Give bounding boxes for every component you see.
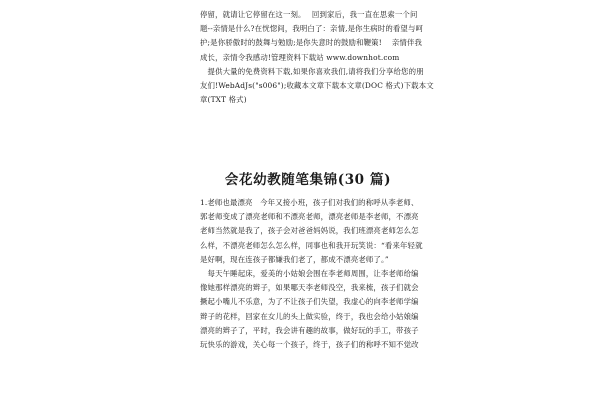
text-line: 么样，不漂亮老师怎么怎么样，同事也和我开玩笑说：“看来年轻就 xyxy=(200,240,423,250)
text-line: 友们!WebAdJs("s006");收藏本文章下载本文章(DOC 格式)下载本文 xyxy=(200,80,434,90)
text-line: 老师当然就是我了，孩子会对爸爸妈妈说，我们班漂亮老师怎么怎 xyxy=(200,226,419,236)
article-title: 会花幼教随笔集锦(30 篇) xyxy=(224,172,392,188)
text-line: 护;是你骄傲时的鼓舞与勉励;是你失意时的鼓励和鞭策! 亲情伴我 xyxy=(200,38,423,48)
text-line: 玩快乐的游戏，关心每一个孩子，终于，孩子们的称呼不知不觉改 xyxy=(200,339,419,349)
text-line: 成长，亲情令我感动!管理资料下载站 www.downhot.com xyxy=(200,52,400,62)
text-line: 辫子的花样，回家在女儿的头上做实验，终于，我也会给小姑娘编 xyxy=(200,311,419,321)
text-line: 郭老师变成了漂亮老师和不漂亮老师，漂亮老师是李老师，不漂亮 xyxy=(200,212,419,222)
text-line: 撅起小嘴儿不乐意，为了不让孩子们失望，我虚心的向李老师学编 xyxy=(200,297,419,307)
text-line: 是好啊，现在连孩子都嫌我们老了，都成不漂亮老师了。” xyxy=(200,254,389,264)
text-line: 提供大量的免费资料下载,如果你喜欢我们,请将我们分享给您的朋 xyxy=(200,66,424,76)
article-body xyxy=(200,196,423,352)
text-line: 像她那样漂亮的辫子，如果哪天李老师没空，我来梳，孩子们就会 xyxy=(200,283,419,293)
text-line: 章(TXT 格式) xyxy=(200,95,247,105)
text-line: 题--亲情是什么?在恍惚间，我明白了：亲情,是你生病时的看望与呵 xyxy=(200,24,424,34)
previous-article-text xyxy=(200,8,434,107)
text-line: 1.老师也最漂亮 今年又接小班，孩子们对我们的称呼从李老师、 xyxy=(200,198,419,207)
text-line: 每天午睡起床，爱美的小姑娘会围在李老师周围，让李老师给编 xyxy=(200,268,419,278)
text-line: 漂亮的辫子了，平时，我会讲有趣的故事，做好玩的手工，带孩子 xyxy=(200,325,419,335)
text-line: 停留，就请让它停留在这一刻。 回到家后，我一直在思索一个问 xyxy=(200,10,418,19)
